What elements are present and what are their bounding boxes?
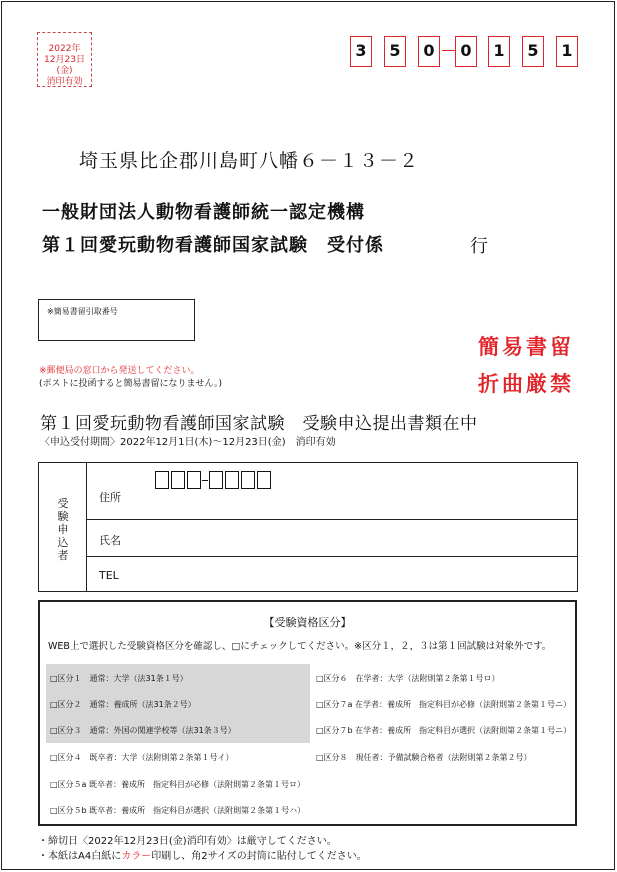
- recipient-department: 第１回愛玩動物看護師国家試験 受付係: [42, 235, 384, 256]
- category-2-checkbox[interactable]: □区分２ 通常：養成所（法31条２号）: [50, 700, 196, 709]
- application-period: 〈申込受付期間〉2022年12月1日(木)～12月23日(金) 消印有効: [40, 437, 336, 448]
- name-label: 氏名: [99, 534, 121, 547]
- address-label: 住所: [99, 491, 121, 504]
- mailbox-warning-note: (ポストに投函すると簡易書留になりません。): [39, 379, 223, 389]
- tracking-number-label: ※簡易書留引取番号: [47, 307, 118, 316]
- qualification-title: 【受験資格区分】: [263, 616, 352, 629]
- postmark-date: 12月23日(金): [44, 55, 85, 76]
- postal-code-separator: [442, 50, 456, 51]
- category-6-checkbox[interactable]: □区分６ 在学者：大学（法附則第２条第１号ロ）: [316, 674, 500, 683]
- applicant-side-label: 受験申込者: [57, 497, 69, 562]
- zip-entry-box[interactable]: [257, 471, 271, 489]
- postmark-year: 2022年: [48, 44, 81, 54]
- zip-entry-box[interactable]: [241, 471, 255, 489]
- exam-document-title: 第１回愛玩動物看護師国家試験 受験申込提出書類在中: [40, 414, 478, 434]
- zip-entry-box[interactable]: [171, 471, 185, 489]
- registered-mail-label: 簡易書留: [478, 335, 574, 359]
- postal-code-digit-2: 5: [384, 36, 406, 67]
- category-5a-checkbox[interactable]: □区分５a 既卒者：養成所 指定科目が必修（法附則第２条第１号ロ）: [50, 780, 306, 789]
- zip-entry-box[interactable]: [225, 471, 239, 489]
- name-row[interactable]: [87, 520, 577, 557]
- postal-code-digit-7: 1: [556, 36, 578, 67]
- category-3-checkbox[interactable]: □区分３ 通常：外国の関連学校等（法31条３号）: [50, 726, 236, 735]
- do-not-fold-label: 折曲厳禁: [478, 372, 574, 396]
- postmark-stamp-area: [37, 32, 92, 87]
- tel-row[interactable]: [87, 557, 577, 593]
- print-instruction-prefix: ・本紙はA4白紙に: [38, 851, 122, 862]
- deadline-note: ・締切日〈2022年12月23日(金)消印有効〉は厳守してください。: [38, 836, 337, 847]
- applicant-side-header: [39, 463, 87, 591]
- qualification-description: WEB上で選択した受験資格区分を確認し、□にチェックしてください。※区分１，２，３は第１回試験は対象外です。: [48, 641, 552, 652]
- recipient-organization: 一般財団法人動物看護師統一認定機構: [42, 202, 365, 223]
- zip-entry-dash: [202, 480, 208, 481]
- category-7b-checkbox[interactable]: □区分７b 在学者：養成所 指定科目が選択（法附則第２条第１号ニ）: [316, 726, 572, 735]
- postal-code-digit-6: 5: [522, 36, 544, 67]
- category-1-checkbox[interactable]: □区分１ 通常：大学（法31条１号）: [50, 674, 188, 683]
- postal-code-digit-5: 1: [488, 36, 510, 67]
- print-instruction-suffix: 印刷し、角2サイズの封筒に貼付してください。: [151, 851, 367, 862]
- recipient-address: 埼玉県比企郡川島町八幡６－１３－２: [79, 150, 420, 172]
- print-instruction: [38, 847, 367, 862]
- post-office-note: ※郵便局の窓口から発送してください。: [39, 366, 200, 376]
- tel-label: TEL: [99, 569, 119, 582]
- category-7a-checkbox[interactable]: □区分７a 在学者：養成所 指定科目が必修（法附則第２条第１号ニ）: [316, 700, 572, 709]
- zip-entry-box[interactable]: [209, 471, 223, 489]
- postmark-text: [38, 33, 91, 88]
- postal-code-digit-3: 0: [418, 36, 440, 67]
- postmark-valid: 消印有効: [46, 77, 83, 87]
- postal-code-digit-1: 3: [350, 36, 372, 67]
- tracking-number-box: [38, 299, 195, 341]
- zip-entry-box[interactable]: [187, 471, 201, 489]
- recipient-suffix: 行: [470, 236, 488, 257]
- postal-code-digit-4: 0: [455, 36, 477, 67]
- zip-entry-box[interactable]: [155, 471, 169, 489]
- category-5b-checkbox[interactable]: □区分５b 既卒者：養成所 指定科目が選択（法附則第２条第１号ハ）: [50, 806, 306, 815]
- color-print-word: カラー: [121, 851, 152, 862]
- address-row: [87, 463, 577, 520]
- category-8-checkbox[interactable]: □区分８ 現任者：予備試験合格者（法附則第２条第２号）: [316, 753, 532, 762]
- qualification-section: [38, 600, 577, 826]
- category-4-checkbox[interactable]: □区分４ 既卒者：大学（法附則第２条第１号イ）: [50, 753, 234, 762]
- applicant-table: [38, 462, 578, 592]
